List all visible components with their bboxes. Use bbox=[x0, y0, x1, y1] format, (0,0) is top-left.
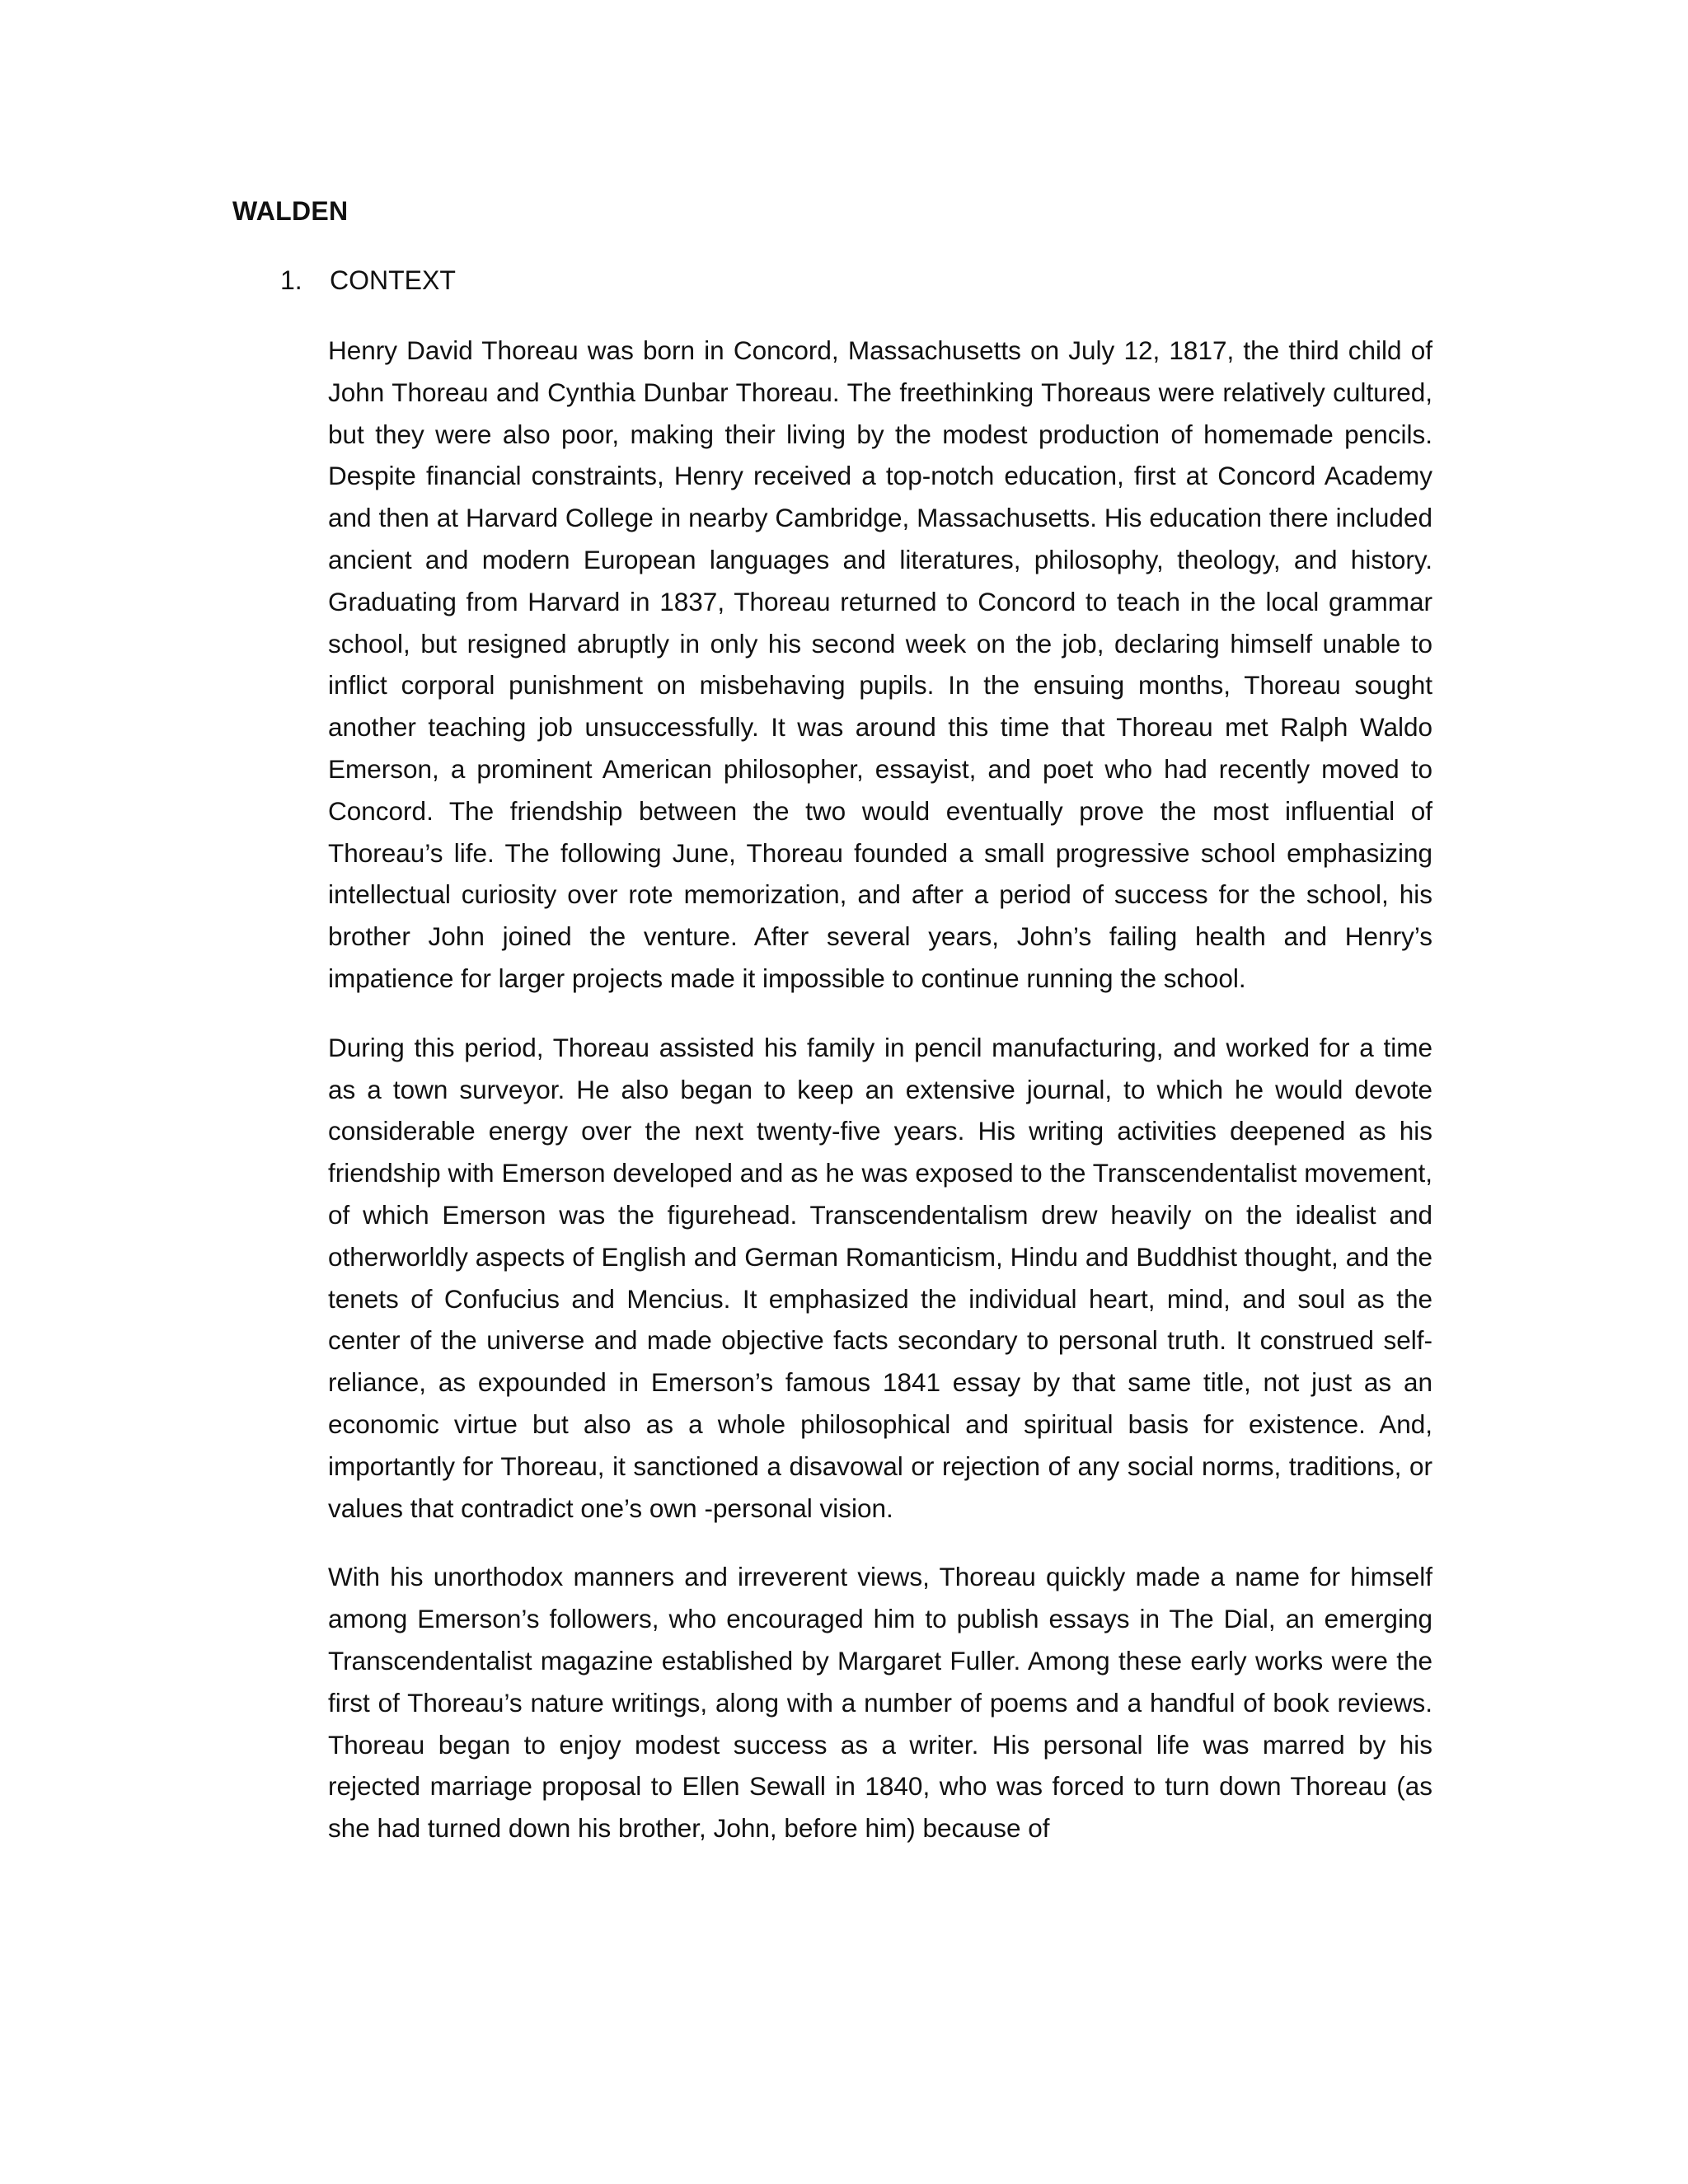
document-body bbox=[328, 330, 1432, 1877]
document-title: WALDEN bbox=[232, 196, 349, 226]
section-heading bbox=[280, 265, 456, 296]
section-number: 1. bbox=[280, 265, 302, 295]
paragraph-3: With his unorthodox manners and irreverent views, Thoreau quickly made a name for himself among Emerson’s followers, who encouraged him to publish essays in The Dial, an emerging Transcendentalist magazine established by Margaret Fuller. Among these early works were the first of Thoreau’s nature writings, along with a number of poems and a handful of book reviews. Thoreau began to enjoy modest success as a writer. His personal life was marred by his rejected marriage proposal to Ellen Sewall in 1840, who was forced to turn down Thoreau (as she had turned down his brother, John, before him) because of bbox=[328, 1562, 1432, 1844]
paragraph-2: During this period, Thoreau assisted his family in pencil manufacturing, and worked for a time as a town surveyor. He also began to keep an extensive journal, to which he would devote considerable energy over the next twenty-five years. His writing activities deepened as his friendship with Emerson developed and as he was exposed to the Transcendentalist movement, of which Emerson was the figurehead. Transcendentalism drew heavily on the idealist and otherworldly aspects of English and German Romanticism, Hindu and Buddhist thought, and the tenets of Confucius and Mencius. It emphasized the individual heart, mind, and soul as the center of the universe and made objective facts secondary to personal truth. It construed self-reliance, as expounded in Emerson’s famous 1841 essay by that same title, not just as an economic virtue but also as a whole philosophical and spiritual basis for existence. And, importantly for Thoreau, it sanctioned a disavowal or rejection of any social norms, traditions, or values that contradict one’s own -personal vision. bbox=[328, 1032, 1432, 1523]
section-heading-text: CONTEXT bbox=[330, 265, 456, 295]
paragraph-1: Henry David Thoreau was born in Concord, Massachusetts on July 12, 1817, the third child of John Thoreau and Cynthia Dunbar Thoreau. The freethinking Thoreaus were relatively cultured, but they were also poor, making their living by the modest production of homemade pencils. Despite financial constraints, Henry received a top-notch education, first at Concord Academy and then at Harvard College in nearby Cambridge, Massachusetts. His education there included ancient and modern European languages and literatures, philosophy, theology, and history. Graduating from Harvard in 1837, Thoreau returned to Concord to teach in the local grammar school, but resigned abruptly in only his second week on the job, declaring himself unable to inflict corporal punishment on misbehaving pupils. In the ensuing months, Thoreau sought another teaching job unsuccessfully. It was around this time that Thoreau met Ralph Waldo Emerson, a prominent American philosopher, essayist, and poet who had recently moved to Concord. The friendship between the two would eventually prove the most influential of Thoreau’s life. The following June, Thoreau founded a small progressive school emphasizing intellectual curiosity over rote memorization, and after a period of success for the school, his brother John joined the venture. After several years, John’s failing health and Henry’s impatience for larger projects made it impossible to continue running the school. bbox=[328, 335, 1432, 993]
